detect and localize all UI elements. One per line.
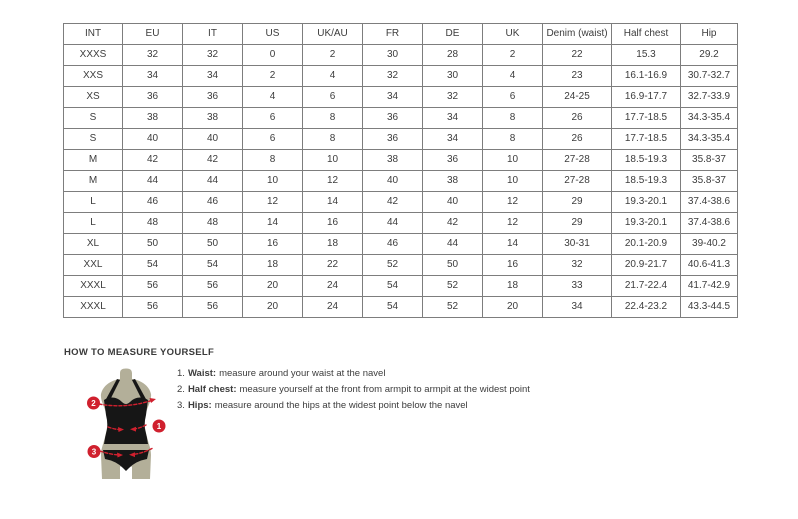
size-cell: XXL [64,255,123,276]
size-cell: 6 [483,87,543,108]
size-cell: 36 [183,87,243,108]
size-cell: 36 [123,87,183,108]
table-row [64,171,738,192]
size-cell: 40 [123,129,183,150]
measure-section-title: HOW TO MEASURE YOURSELF [64,347,215,358]
size-cell: 36 [423,150,483,171]
size-cell: 48 [183,213,243,234]
size-cell: M [64,171,123,192]
size-cell: 56 [183,297,243,318]
size-cell: 35.8-37 [681,171,738,192]
size-cell: 4 [303,66,363,87]
size-cell: 52 [423,297,483,318]
size-cell: 52 [363,255,423,276]
size-cell: 40 [183,129,243,150]
size-cell: 48 [123,213,183,234]
size-cell: 37.4-38.6 [681,213,738,234]
size-cell: 22 [543,45,612,66]
size-cell: 16.1-16.9 [612,66,681,87]
table-row [64,45,738,66]
table-row [64,66,738,87]
table-row [64,276,738,297]
size-cell: 54 [363,276,423,297]
size-cell: 34 [543,297,612,318]
size-cell: 12 [483,213,543,234]
size-cell: L [64,192,123,213]
size-cell: 32 [183,45,243,66]
measure-step-hips [177,401,530,411]
column-header: FR [363,24,423,45]
size-cell: 20.1-20.9 [612,234,681,255]
size-cell: XS [64,87,123,108]
size-cell: 24-25 [543,87,612,108]
size-cell: 20 [243,276,303,297]
column-header: Half chest [612,24,681,45]
measure-step-waist [177,369,530,379]
size-cell: 8 [483,108,543,129]
size-cell: 2 [483,45,543,66]
table-row [64,108,738,129]
size-cell: L [64,213,123,234]
size-cell: 23 [543,66,612,87]
size-cell: 18.5-19.3 [612,150,681,171]
size-cell: 32 [423,87,483,108]
size-cell: 14 [303,192,363,213]
size-cell: 29 [543,192,612,213]
size-cell: 40.6-41.3 [681,255,738,276]
size-cell: 15.3 [612,45,681,66]
size-cell: 29.2 [681,45,738,66]
size-cell: 30.7-32.7 [681,66,738,87]
size-cell: 16 [303,213,363,234]
size-cell: 4 [483,66,543,87]
measure-arrow-chest [150,398,157,403]
size-cell: 32 [543,255,612,276]
table-header-row [64,24,738,45]
size-cell: 10 [483,171,543,192]
size-cell: M [64,150,123,171]
measure-steps-list [177,369,530,417]
svg-text:1: 1 [156,422,162,431]
size-cell: 46 [183,192,243,213]
size-cell: 16 [243,234,303,255]
size-cell: 42 [423,213,483,234]
size-cell: 22.4-23.2 [612,297,681,318]
table-row [64,213,738,234]
size-cell: S [64,108,123,129]
size-cell: 42 [183,150,243,171]
size-cell: 24 [303,297,363,318]
size-cell: 30 [423,66,483,87]
size-cell: 50 [123,234,183,255]
size-cell: 44 [183,171,243,192]
size-cell: 20.9-21.7 [612,255,681,276]
step-text: measure around the hips at the widest point below the navel [214,400,468,411]
measurement-figure [84,367,168,482]
table-row [64,87,738,108]
step-number: 3. [177,400,185,411]
size-cell: 27-28 [543,171,612,192]
size-cell: 21.7-22.4 [612,276,681,297]
size-cell: 18.5-19.3 [612,171,681,192]
size-cell: 32.7-33.9 [681,87,738,108]
size-cell: 42 [363,192,423,213]
svg-text:3: 3 [91,447,97,457]
size-cell: 8 [303,108,363,129]
table-row [64,297,738,318]
size-cell: 12 [483,192,543,213]
size-cell: 38 [183,108,243,129]
size-cell: 30-31 [543,234,612,255]
size-cell: 56 [123,297,183,318]
size-cell: 6 [303,87,363,108]
table-row [64,255,738,276]
size-cell: 18 [303,234,363,255]
size-cell: 29 [543,213,612,234]
size-cell: 32 [363,66,423,87]
size-cell: 54 [363,297,423,318]
size-cell: 12 [243,192,303,213]
size-cell: 43.3-44.5 [681,297,738,318]
size-cell: 34 [423,108,483,129]
size-cell: 18 [243,255,303,276]
size-cell: 38 [423,171,483,192]
size-cell: 50 [423,255,483,276]
size-cell: 16 [483,255,543,276]
size-cell: 34.3-35.4 [681,129,738,150]
camisole-bodice [104,398,148,444]
step-text: measure yourself at the front from armpit to armpit at the widest point [239,384,530,395]
size-cell: 35.8-37 [681,150,738,171]
size-cell: 46 [123,192,183,213]
size-cell: 8 [243,150,303,171]
badge-waist [153,420,166,433]
size-cell: 10 [483,150,543,171]
column-header: Denim (waist) [543,24,612,45]
size-cell: S [64,129,123,150]
size-cell: 40 [363,171,423,192]
measure-step-half-chest [177,385,530,395]
size-cell: 6 [243,108,303,129]
size-cell: 24 [303,276,363,297]
size-cell: 46 [363,234,423,255]
size-cell: 32 [123,45,183,66]
size-cell: 8 [483,129,543,150]
badge-chest [87,397,100,410]
column-header: US [243,24,303,45]
size-cell: XXS [64,66,123,87]
size-cell: 44 [423,234,483,255]
table-row [64,129,738,150]
size-cell: 2 [303,45,363,66]
column-header: DE [423,24,483,45]
badge-hips [88,445,101,458]
size-cell: 14 [483,234,543,255]
column-header: INT [64,24,123,45]
mannequin-illustration [84,367,168,482]
table-row [64,234,738,255]
step-number: 1. [177,368,185,379]
column-header: EU [123,24,183,45]
size-cell: XXXL [64,297,123,318]
size-cell: 0 [243,45,303,66]
size-cell: 10 [243,171,303,192]
size-cell: 14 [243,213,303,234]
step-label: Half chest: [187,384,237,395]
size-cell: 56 [123,276,183,297]
size-cell: 41.7-42.9 [681,276,738,297]
size-cell: 38 [363,150,423,171]
table-row [64,150,738,171]
column-header: IT [183,24,243,45]
size-cell: 19.3-20.1 [612,192,681,213]
size-cell: 34.3-35.4 [681,108,738,129]
size-cell: 50 [183,234,243,255]
size-cell: 20 [483,297,543,318]
size-cell: 36 [363,108,423,129]
step-text: measure around your waist at the navel [219,368,386,379]
size-cell: XXXS [64,45,123,66]
size-cell: 38 [123,108,183,129]
step-label: Waist: [187,368,217,379]
size-cell: 30 [363,45,423,66]
size-cell: 17.7-18.5 [612,108,681,129]
size-cell: 44 [363,213,423,234]
size-cell: 6 [243,129,303,150]
size-cell: 36 [363,129,423,150]
size-cell: 4 [243,87,303,108]
size-cell: 42 [123,150,183,171]
size-cell: 26 [543,108,612,129]
size-cell: 8 [303,129,363,150]
size-cell: 44 [123,171,183,192]
size-cell: 34 [423,129,483,150]
size-chart-table [63,23,738,318]
column-header: UK [483,24,543,45]
size-cell: 34 [123,66,183,87]
size-cell: 54 [123,255,183,276]
step-number: 2. [177,384,185,395]
size-cell: XXXL [64,276,123,297]
size-cell: 27-28 [543,150,612,171]
size-cell: 37.4-38.6 [681,192,738,213]
size-cell: 39-40.2 [681,234,738,255]
size-cell: 26 [543,129,612,150]
size-cell: 56 [183,276,243,297]
size-cell: 20 [243,297,303,318]
size-cell: 18 [483,276,543,297]
step-label: Hips: [187,400,212,411]
size-cell: 34 [363,87,423,108]
size-cell: 12 [303,171,363,192]
size-cell: 17.7-18.5 [612,129,681,150]
size-cell: XL [64,234,123,255]
column-header: Hip [681,24,738,45]
size-cell: 52 [423,276,483,297]
size-cell: 2 [243,66,303,87]
size-cell: 34 [183,66,243,87]
size-cell: 16.9-17.7 [612,87,681,108]
svg-text:2: 2 [91,399,96,408]
table-row [64,192,738,213]
column-header: UK/AU [303,24,363,45]
size-cell: 33 [543,276,612,297]
size-cell: 54 [183,255,243,276]
size-cell: 10 [303,150,363,171]
size-cell: 28 [423,45,483,66]
size-cell: 19.3-20.1 [612,213,681,234]
size-cell: 22 [303,255,363,276]
size-cell: 40 [423,192,483,213]
